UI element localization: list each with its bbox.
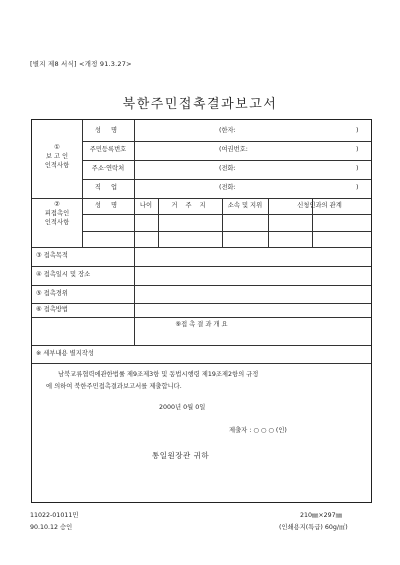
row-label-address: 주소·연락처 bbox=[91, 165, 125, 172]
field-datetime-place: ④ 접촉일시 및 장소 bbox=[36, 271, 91, 278]
phone-label: (전화: bbox=[219, 165, 236, 172]
row-label-occupation: 직 업 bbox=[94, 184, 122, 191]
approval-date: 90.10.12 승인 bbox=[30, 524, 73, 531]
divider bbox=[82, 160, 371, 161]
col-header-relation: 신청인과의 관계 bbox=[297, 202, 342, 209]
divider bbox=[82, 214, 371, 215]
field-purpose: ③ 접촉목적 bbox=[36, 252, 68, 259]
section2-label bbox=[32, 200, 82, 227]
divider bbox=[32, 317, 371, 318]
section-label-line: 피접촉인 bbox=[44, 210, 70, 217]
paper-size: 210㎜×297㎜ bbox=[300, 512, 342, 519]
divider bbox=[32, 363, 371, 364]
section-label-line: 보 고 인 bbox=[45, 153, 69, 160]
field-method: ⑥ 접촉방법 bbox=[36, 306, 68, 313]
col-header-age: 나이 bbox=[139, 202, 153, 209]
declaration-line-1: 남북교류협력에관한법률 제9조제3항 및 동법시행령 제19조제2항의 규정 bbox=[58, 371, 259, 378]
divider bbox=[32, 345, 371, 346]
divider bbox=[82, 141, 371, 142]
form-header-note: [별지 제8 서식] <개정 91.3.27> bbox=[30, 60, 132, 68]
section1-label bbox=[32, 143, 82, 170]
close-paren: ) bbox=[356, 184, 359, 191]
col-header-name: 성 명 bbox=[94, 202, 122, 209]
divider bbox=[82, 179, 371, 180]
col-header-residence: 거 주 지 bbox=[171, 202, 209, 209]
summary-header: ⑨접 촉 결 과 개 요 bbox=[175, 321, 228, 328]
section-label-line: 인적사항 bbox=[44, 219, 70, 226]
declaration-line-2: 에 의하여 북한주민접촉결과보고서를 제출합니다. bbox=[46, 383, 182, 390]
divider bbox=[32, 303, 371, 304]
phone-label: (전화: bbox=[219, 184, 236, 191]
close-paren: ) bbox=[356, 146, 359, 153]
hanja-label: (한자: bbox=[219, 127, 236, 134]
close-paren: ) bbox=[356, 127, 359, 134]
document-title: 북한주민접촉결과보고서 bbox=[122, 97, 278, 112]
col-header-affiliation: 소속 및 지위 bbox=[227, 202, 263, 209]
report-form bbox=[31, 119, 372, 503]
paper-spec: (인쇄용지(특급) 60g/㎡) bbox=[279, 524, 348, 531]
section-number: ② bbox=[54, 201, 60, 208]
submitter-signature: 제출자 : ○ ○ ○ (인) bbox=[229, 427, 287, 434]
passport-label: (여권번호: bbox=[219, 146, 248, 153]
section-label-line: 인적사항 bbox=[44, 162, 70, 169]
attachment-note: ※ 세부내용 별지작성 bbox=[36, 350, 94, 357]
form-number: 11022-01011민 bbox=[30, 512, 79, 519]
submission-date: 2000년 0월 0일 bbox=[159, 404, 206, 411]
divider bbox=[82, 231, 371, 232]
divider bbox=[32, 247, 371, 248]
row-label-resident-number: 주민등록번호 bbox=[89, 146, 127, 153]
close-paren: ) bbox=[356, 165, 359, 172]
divider bbox=[32, 266, 371, 267]
divider bbox=[134, 120, 135, 345]
field-background: ⑤ 접촉경위 bbox=[36, 290, 68, 297]
recipient: 통일원장관 귀하 bbox=[152, 451, 210, 460]
section-number: ① bbox=[54, 144, 60, 151]
divider bbox=[32, 285, 371, 286]
row-label-name: 성 명 bbox=[94, 127, 122, 134]
